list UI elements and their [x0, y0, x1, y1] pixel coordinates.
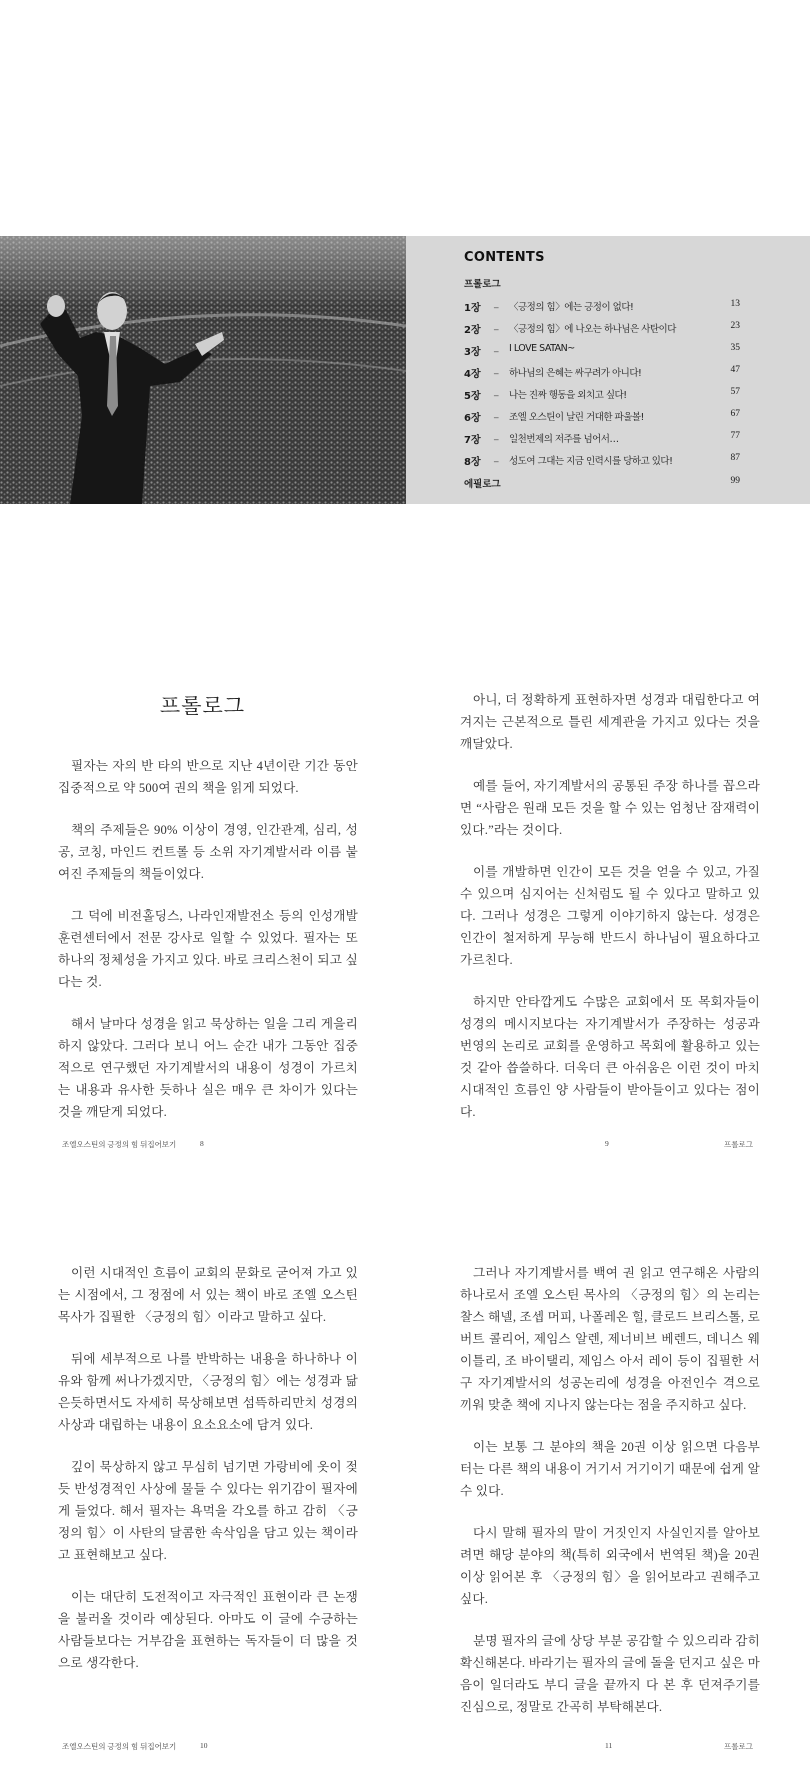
paragraph: 그 덕에 비전홀딩스, 나라인재발전소 등의 인성개발 훈련센터에서 전문 강사로 일할 수 있었다. 필자는 또 하나의 정체성을 가지고 있다. 바로 크리스천이 되고 싶다는 것.: [58, 909, 358, 989]
toc-chapter: 7장: [464, 435, 481, 446]
toc-dash: _: [494, 299, 499, 309]
toc-dash: _: [494, 431, 499, 441]
page-number: 10: [200, 1741, 208, 1750]
footer-section-title: 프롤로그: [724, 1742, 753, 1751]
paragraph: 필자는 자의 반 타의 반으로 지난 4년이란 기간 동안 집중적으로 약 500여 권의 책을 읽게 되었다.: [58, 759, 358, 795]
page-9-body: [460, 689, 760, 1123]
page-8-body: [58, 755, 358, 1123]
toc-page: 35: [730, 343, 740, 353]
toc-item: [464, 321, 740, 337]
paragraph: 예를 들어, 자기계발서의 공통된 주장 하나를 꼽으라면 “사람은 원래 모든 것을 할 수 있는 엄청난 잠재력이 있다.”라는 것이다.: [460, 779, 760, 837]
toc-chapter: 3장: [464, 347, 481, 358]
paragraph: 이를 개발하면 인간이 모든 것을 얻을 수 있고, 가질 수 있으며 심지어는 신처럼도 될 수 있다고 말하고 있다. 그러나 성경은 그렇게 이야기하지 않는다. 성경은 인간이 철저하게 무능해 반드시 하나님이 필요하다고 가르친다.: [460, 865, 760, 967]
toc-chapter: 8장: [464, 457, 481, 468]
toc-dash: _: [494, 409, 499, 419]
toc-title: 〈긍정의 힘〉에 나오는 하나님은 사탄이다: [509, 324, 676, 335]
paragraph: 다시 말해 필자의 말이 거짓인지 사실인지를 알아보려면 해당 분야의 책(특히 외국에서 번역된 책)을 20권 이상 읽어본 후 〈긍정의 힘〉을 읽어보라고 권해주고 싶다.: [460, 1526, 760, 1606]
toc-item: [464, 299, 740, 315]
toc-dash: _: [494, 343, 499, 353]
toc-page: 13: [730, 299, 740, 309]
paragraph: 뒤에 세부적으로 나를 반박하는 내용을 하나하나 이유와 함께 써나가겠지만, 〈긍정의 힘〉에는 성경과 닮은듯하면서도 자세히 묵상해보면 섬뜩하리만치 성경의 사상과 대립하는 내용이 요소요소에 담겨 있다.: [58, 1352, 358, 1432]
page-number: 11: [605, 1741, 613, 1750]
toc-page: 23: [730, 321, 740, 331]
preacher-photo: [0, 236, 406, 504]
toc-title: 나는 진짜 행동을 외치고 싶다!: [509, 390, 627, 401]
paragraph: 해서 날마다 성경을 읽고 묵상하는 일을 그리 게을리하지 않았다. 그러다 보니 어느 순간 내가 그동안 집중적으로 연구했던 자기계발서의 내용이 성경이 가르치는 내용과 유사한 듯하나 실은 매우 큰 차이가 있다는 것을 깨닫게 되었다.: [58, 1017, 358, 1119]
toc-chapter: 6장: [464, 413, 481, 424]
page-11-body: [460, 1262, 760, 1718]
toc-page: 57: [730, 387, 740, 397]
preacher-photo-graphic: [0, 236, 406, 504]
footer-book-title: 조엘오스틴의 긍정의 힘 뒤집어보기: [62, 1742, 177, 1751]
toc-title: 성도여 그대는 지금 인력시를 당하고 있다!: [509, 456, 673, 467]
toc-chapter: 4장: [464, 369, 481, 380]
paragraph: 그러나 자기계발서를 백여 권 읽고 연구해온 사람의 하나로서 조엘 오스틴 목사의 〈긍정의 힘〉의 논리는 찰스 해넬, 조셉 머피, 나폴레온 힐, 클로드 브리스톨, 로버트 콜리어, 제임스 알렌, 제너비브 베렌드, 데니스 웨이틀리, 조 바이탤리, 제임스 아서 레이 등이 집필한 서구 자기계발서의 성공논리에 성경을 아전인수 격으로 끼워 맞춘 책에 지나지 않는다는 점을 주지하고 싶다.: [460, 1266, 760, 1412]
toc-dash: _: [494, 365, 499, 375]
toc-dash: _: [494, 321, 499, 331]
paragraph: 이는 대단히 도전적이고 자극적인 표현이라 큰 논쟁을 불러올 것이라 예상된다. 아마도 이 글에 수긍하는 사람들보다는 거부감을 표현하는 독자들이 더 많을 것으로 생각한다.: [58, 1590, 358, 1670]
toc-item: [464, 409, 740, 425]
toc-chapter: 2장: [464, 325, 481, 336]
page-number: 9: [605, 1139, 609, 1148]
contents-title: CONTENTS: [464, 250, 545, 265]
toc-item: [464, 453, 740, 469]
toc-page: 67: [730, 409, 740, 419]
paragraph: 깊이 묵상하지 않고 무심히 넘기면 가랑비에 옷이 젖듯 반성경적인 사상에 물들 수 있다는 위기감이 필자에게 들었다. 해서 필자는 욕먹을 각오를 하고 감히 〈긍정의 힘〉이 사탄의 달콤한 속삭임을 담고 있는 책이라고 표현해보고 싶다.: [58, 1460, 358, 1562]
toc-title: 〈긍정의 힘〉에는 긍정이 없다!: [509, 302, 634, 313]
toc-item: [464, 365, 740, 381]
toc-title: 조엘 오스틴이 날린 거대한 파울볼!: [509, 412, 644, 423]
toc-title: 일천번제의 저주를 넘어서…: [509, 434, 619, 445]
paragraph: 하지만 안타깝게도 수많은 교회에서 또 목회자들이 성경의 메시지보다는 자기계발서가 주장하는 성공과 번영의 논리로 교회를 운영하고 목회에 활용하고 있는 것 같아 씁쓸하다. 더욱더 큰 아쉬움은 이런 것이 마치 시대적인 흐름인 양 사람들이 받아들이고 있다는 점이다.: [460, 995, 760, 1119]
page-number: 8: [200, 1139, 204, 1148]
table-of-contents: [406, 236, 810, 504]
toc-page: 77: [730, 431, 740, 441]
toc-chapter: 1장: [464, 303, 481, 314]
paragraph: 이런 시대적인 흐름이 교회의 문화로 굳어져 가고 있는 시점에서, 그 정점에 서 있는 책이 바로 조엘 오스틴 목사가 집필한 〈긍정의 힘〉이라고 말하고 싶다.: [58, 1266, 358, 1324]
paragraph: 아니, 더 정확하게 표현하자면 성경과 대립한다고 여겨지는 근본적으로 틀린 세계관을 가지고 있다는 것을 깨달았다.: [460, 693, 760, 751]
toc-dash: _: [494, 453, 499, 463]
toc-dash: _: [494, 387, 499, 397]
prologue-heading: 프롤로그: [159, 694, 246, 718]
paragraph: 분명 필자의 글에 상당 부분 공감할 수 있으리라 감히 확신해본다. 바라기는 필자의 글에 돌을 던지고 싶은 마음이 일더라도 부디 글을 끝까지 다 본 후 던져주기를 진심으로, 정말로 간곡히 부탁해본다.: [460, 1634, 760, 1714]
toc-item: [464, 431, 740, 447]
toc-item: [464, 387, 740, 403]
toc-chapter: 5장: [464, 391, 481, 402]
page-10-body: [58, 1262, 358, 1674]
paragraph: 이는 보통 그 분야의 책을 20권 이상 읽으면 다음부터는 다른 책의 내용이 거기서 거기이기 때문에 쉽게 알 수 있다.: [460, 1440, 760, 1498]
toc-epilogue: 에필로그: [464, 479, 501, 490]
toc-prologue: 프롤로그: [464, 279, 501, 290]
footer-section-title: 프롤로그: [724, 1140, 753, 1149]
toc-epilogue-page: 99: [730, 476, 740, 486]
paragraph: 책의 주제들은 90% 이상이 경영, 인간관계, 심리, 성공, 코칭, 마인드 컨트롤 등 소위 자기계발서라 이름 붙여진 주제들의 책들이었다.: [58, 823, 358, 881]
book-banner: [0, 236, 810, 504]
toc-title: I LOVE SATAN~: [509, 343, 575, 354]
toc-page: 47: [730, 365, 740, 375]
footer-book-title: 조엘오스틴의 긍정의 힘 뒤집어보기: [62, 1140, 177, 1149]
toc-page: 87: [730, 453, 740, 463]
toc-item: [464, 343, 740, 359]
toc-title: 하나님의 은혜는 싸구려가 아니다!: [509, 368, 642, 379]
